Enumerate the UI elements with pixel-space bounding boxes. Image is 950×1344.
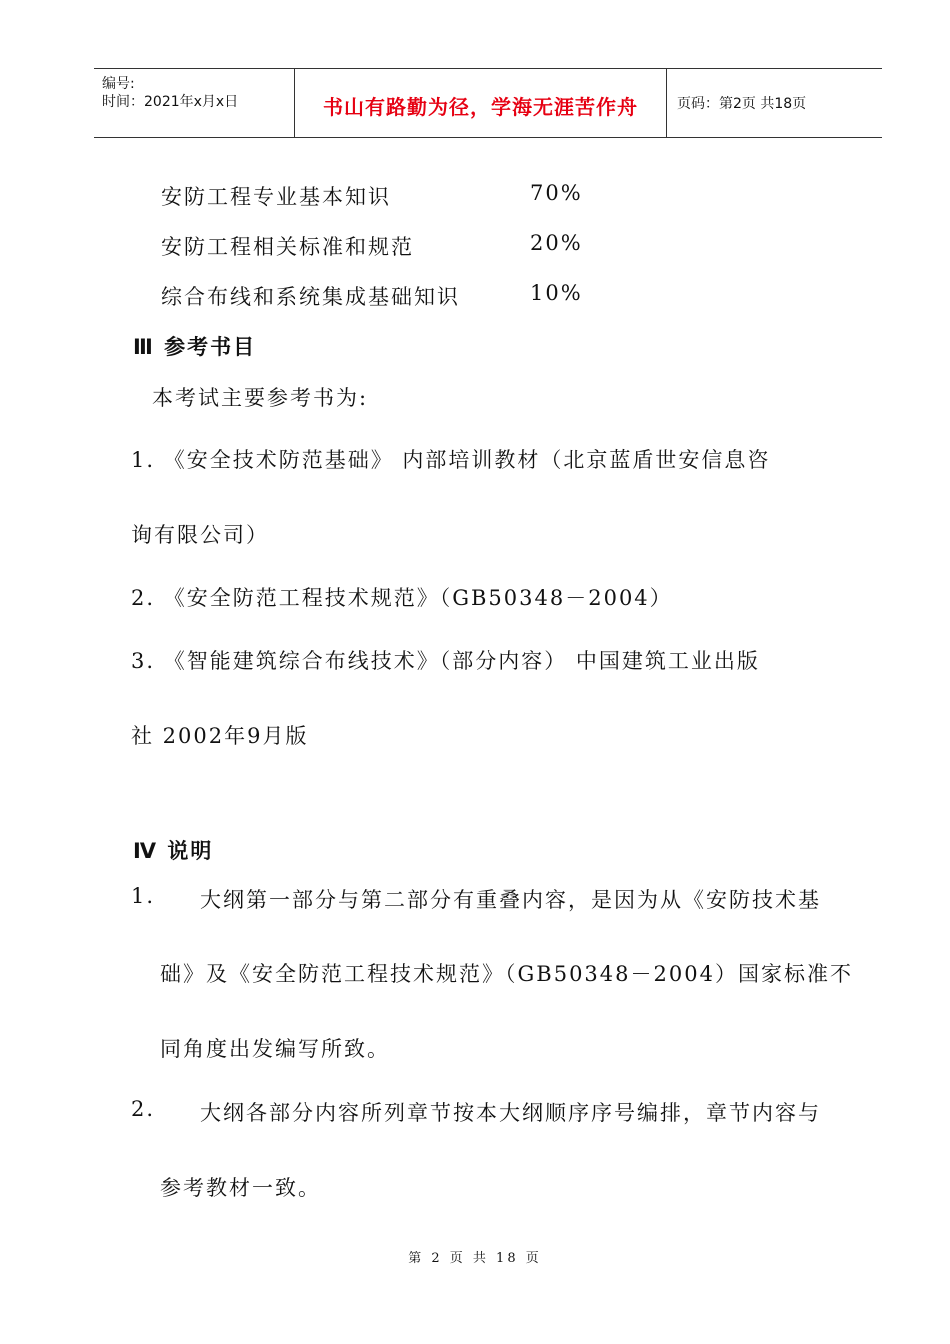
note-2-line: 大纲各部分内容所列章节按本大纲顺序序号编排，章节内容与 bbox=[200, 1101, 821, 1125]
note-2-number: 2. bbox=[131, 1097, 156, 1121]
note-2-line: 参考教材一致。 bbox=[160, 1176, 321, 1200]
header-page-info: 页码：第2页 共18页 bbox=[677, 96, 807, 112]
page-header bbox=[94, 68, 882, 138]
weight-topic: 安防工程相关标准和规范 bbox=[161, 235, 414, 259]
reference-item-3-cont: 社 2002年9月版 bbox=[131, 724, 309, 748]
reference-item-2: 2. 《安全防范工程技术规范》（GB50348－2004） bbox=[131, 586, 673, 610]
section-4-heading: Ⅳ 说明 bbox=[133, 839, 214, 863]
header-page-cell bbox=[667, 69, 882, 137]
header-motto-cell bbox=[294, 69, 667, 137]
weight-percent: 20% bbox=[530, 231, 583, 255]
serial-label: 编号: bbox=[102, 76, 135, 92]
section-3-intro: 本考试主要参考书为: bbox=[152, 386, 369, 410]
reference-item-1-cont: 询有限公司） bbox=[131, 523, 269, 547]
note-1-line: 础》及《安全防范工程技术规范》（GB50348－2004）国家标准不 bbox=[160, 962, 853, 986]
time-label: 时间：2021年x月x日 bbox=[102, 94, 239, 110]
note-1-line: 大纲第一部分与第二部分有重叠内容，是因为从《安防技术基 bbox=[200, 888, 821, 912]
note-1-number: 1. bbox=[131, 884, 156, 908]
weight-percent: 10% bbox=[530, 281, 583, 305]
weight-topic: 安防工程专业基本知识 bbox=[161, 185, 391, 209]
weight-percent: 70% bbox=[530, 181, 583, 205]
section-3-heading: Ⅲ 参考书目 bbox=[133, 335, 257, 359]
reference-item-3: 3. 《智能建筑综合布线技术》（部分内容） 中国建筑工业出版 bbox=[131, 649, 760, 673]
weight-topic: 综合布线和系统集成基础知识 bbox=[161, 285, 460, 309]
header-meta-cell bbox=[94, 69, 294, 137]
page-footer: 第 2 页 共 18 页 bbox=[408, 1251, 542, 1266]
reference-item-1: 1. 《安全技术防范基础》 内部培训教材（北京蓝盾世安信息咨 bbox=[131, 448, 771, 472]
note-1-line: 同角度出发编写所致。 bbox=[160, 1037, 390, 1061]
header-motto: 书山有路勤为径，学海无涯苦作舟 bbox=[323, 95, 638, 119]
